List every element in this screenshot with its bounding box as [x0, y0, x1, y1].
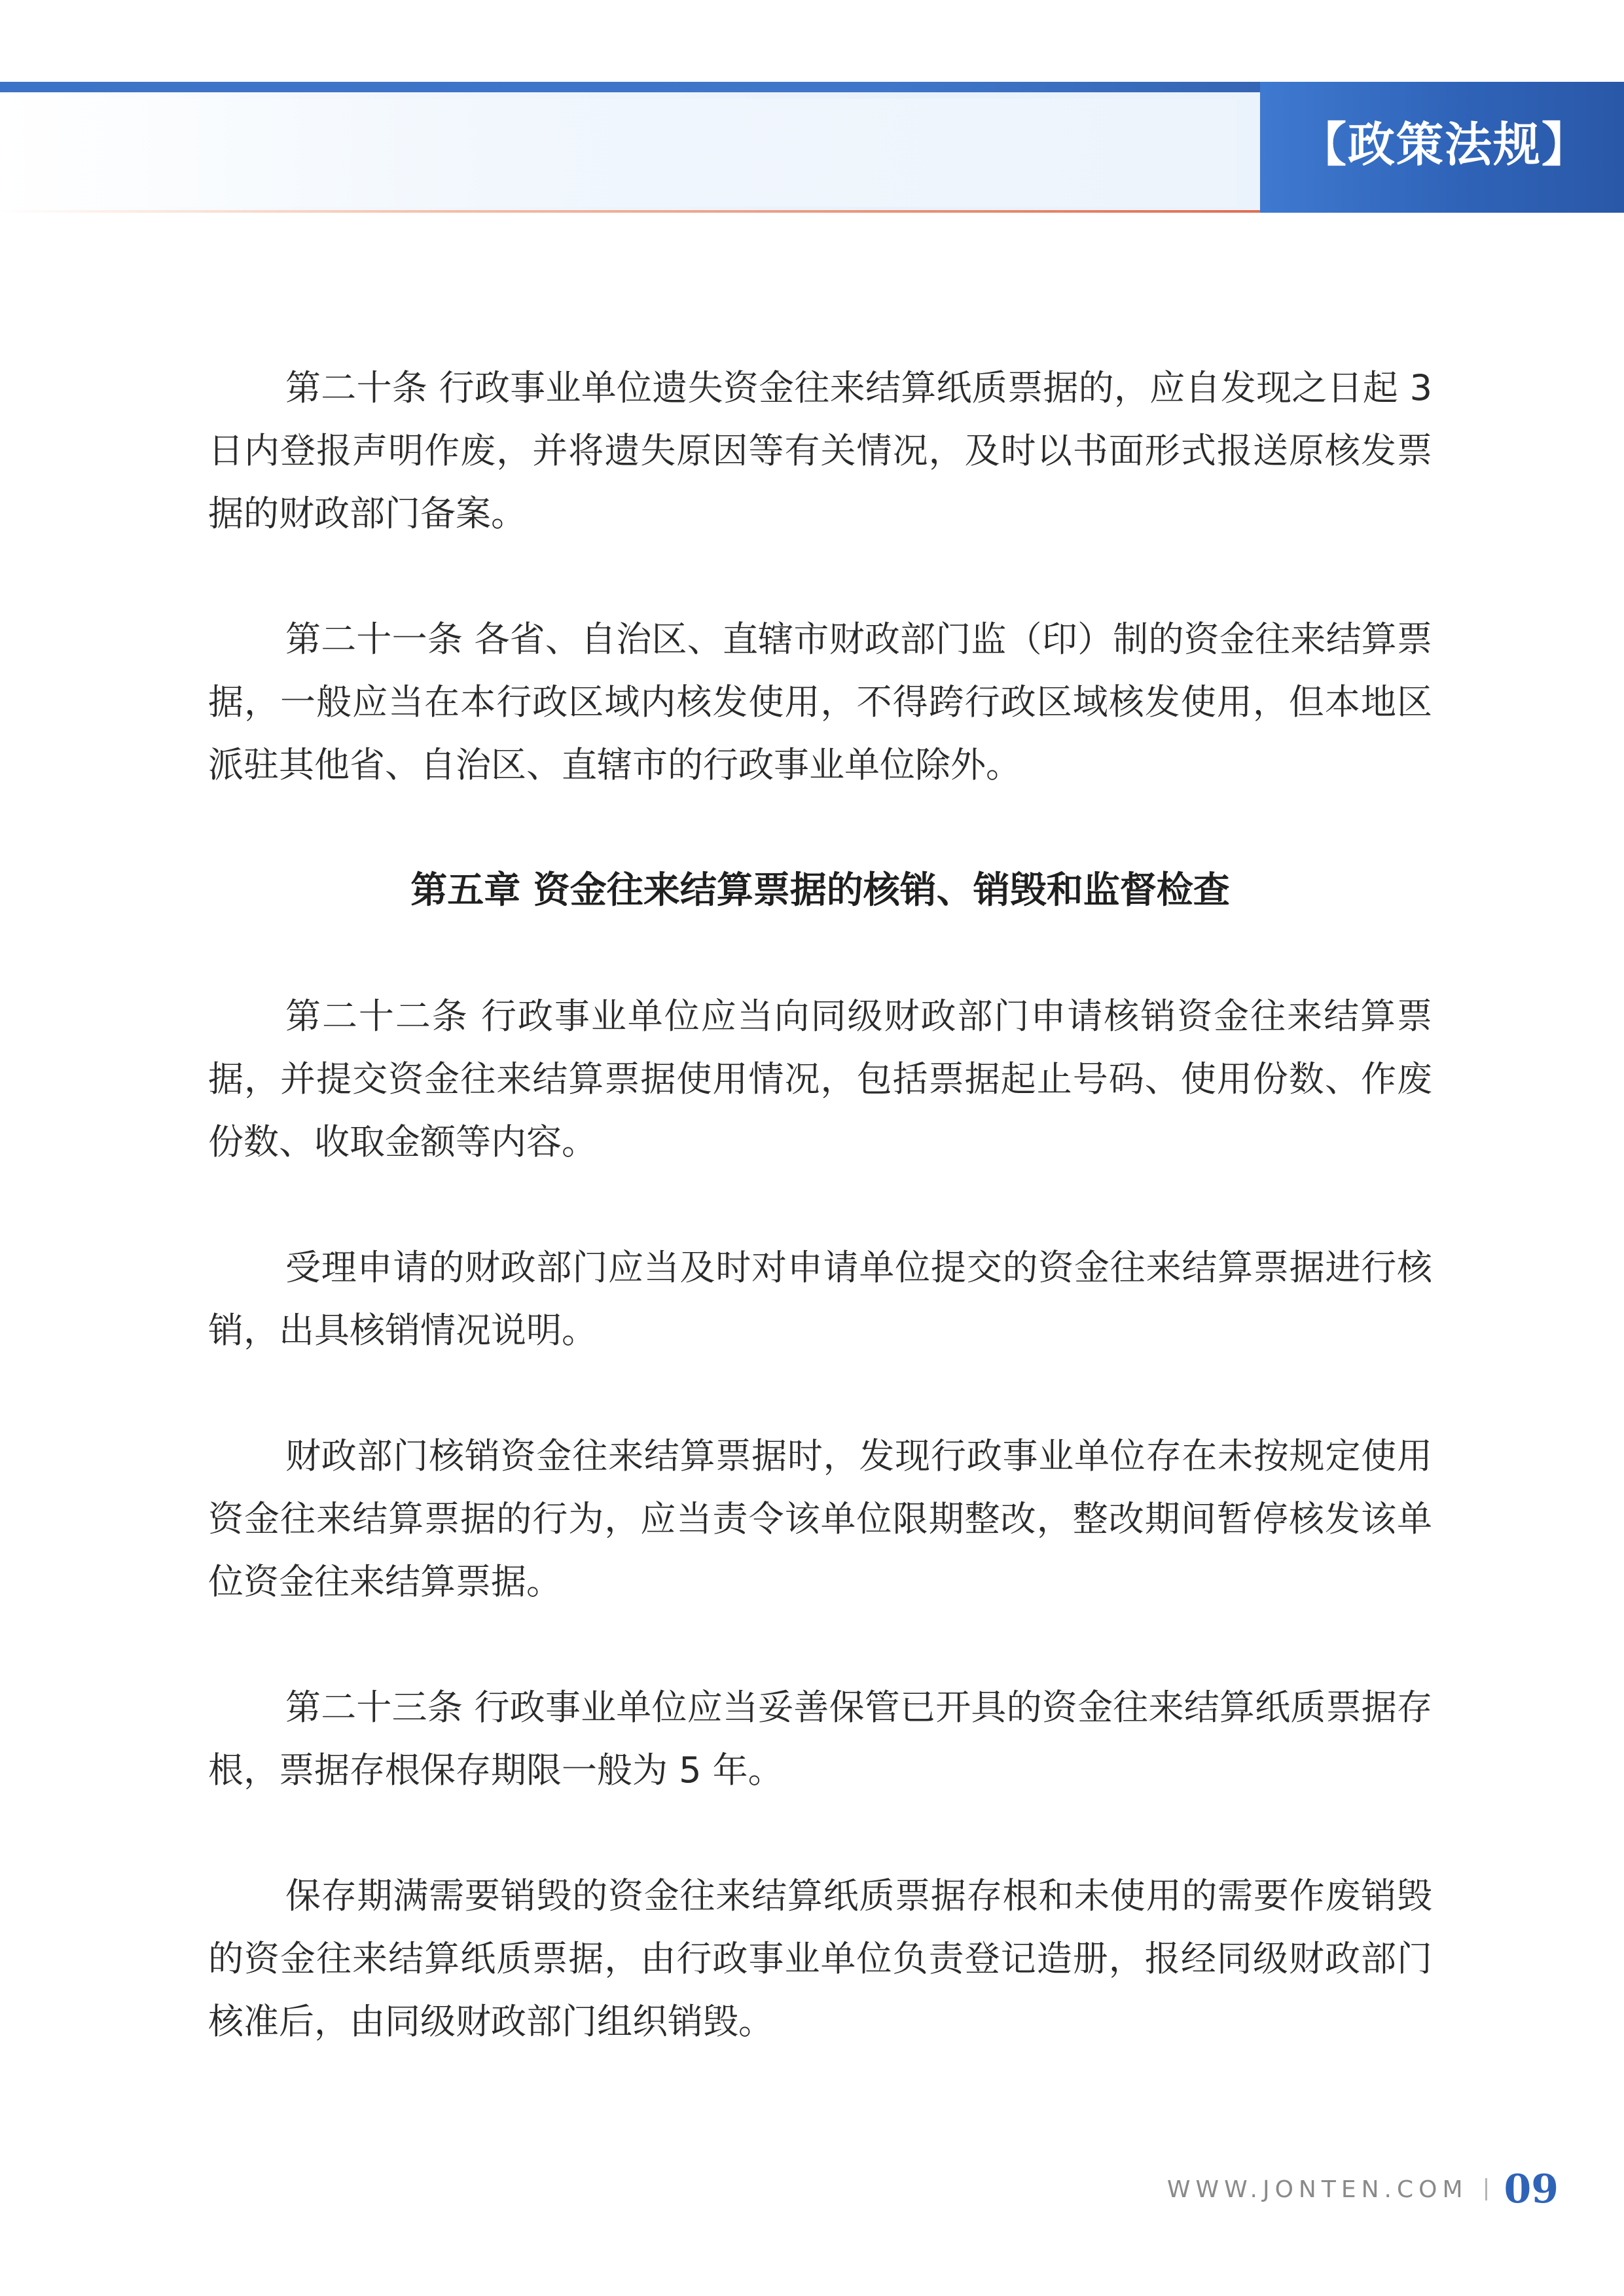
article-22: 第二十二条 行政事业单位应当向同级财政部门申请核销资金往来结算票据，并提交资金往来结算票据使用情况，包括票据起止号码、使用份数、作废份数、收取金额等内容。 [208, 996, 1432, 1162]
article-body [208, 357, 1432, 2116]
article-20: 第二十条 行政事业单位遗失资金往来结算纸质票据的，应自发现之日起 3 日内登报声明作废，并将遗失原因等有关情况，及时以书面形式报送原核发票据的财政部门备案。 [208, 367, 1432, 534]
section-tab [1260, 82, 1624, 213]
article-21: 第二十一条 各省、自治区、直辖市财政部门监（印）制的资金往来结算票据，一般应当在本行政区域内核发使用，不得跨行政区域核发使用，但本地区派驻其他省、自治区、直辖市的行政事业单位除外。 [208, 619, 1432, 785]
header-top-rule [0, 82, 1260, 92]
section-title: 【政策法规】 [1299, 117, 1591, 172]
header-band-inner [0, 99, 1237, 207]
article-23: 第二十三条 行政事业单位应当妥善保管已开具的资金往来结算纸质票据存根，票据存根保存期限一般为 5 年。 [208, 1687, 1432, 1791]
header-bottom-rule [0, 210, 1260, 213]
website-url: WWW.JONTEN.COM [1166, 2176, 1468, 2203]
page-header [0, 82, 1624, 213]
footer-divider [1485, 2178, 1487, 2200]
article-23-para-2: 保存期满需要销毁的资金往来结算纸质票据存根和未使用的需要作废销毁的资金往来结算纸质票据，由行政事业单位负责登记造册，报经同级财政部门核准后，由同级财政部门组织销毁。 [208, 1875, 1432, 2042]
article-22-para-2: 受理申请的财政部门应当及时对申请单位提交的资金往来结算票据进行核销，出具核销情况说明。 [208, 1247, 1432, 1351]
page-footer [1167, 2160, 1559, 2219]
article-22-para-3: 财政部门核销资金往来结算票据时，发现行政事业单位存在未按规定使用资金往来结算票据的行为，应当责令该单位限期整改，整改期间暂停核发该单位资金往来结算票据。 [208, 1435, 1432, 1602]
page-number: 09 [1504, 2166, 1559, 2212]
header-band [0, 92, 1260, 211]
chapter-heading: 第五章 资金往来结算票据的核销、销毁和监督检查 [410, 869, 1230, 912]
